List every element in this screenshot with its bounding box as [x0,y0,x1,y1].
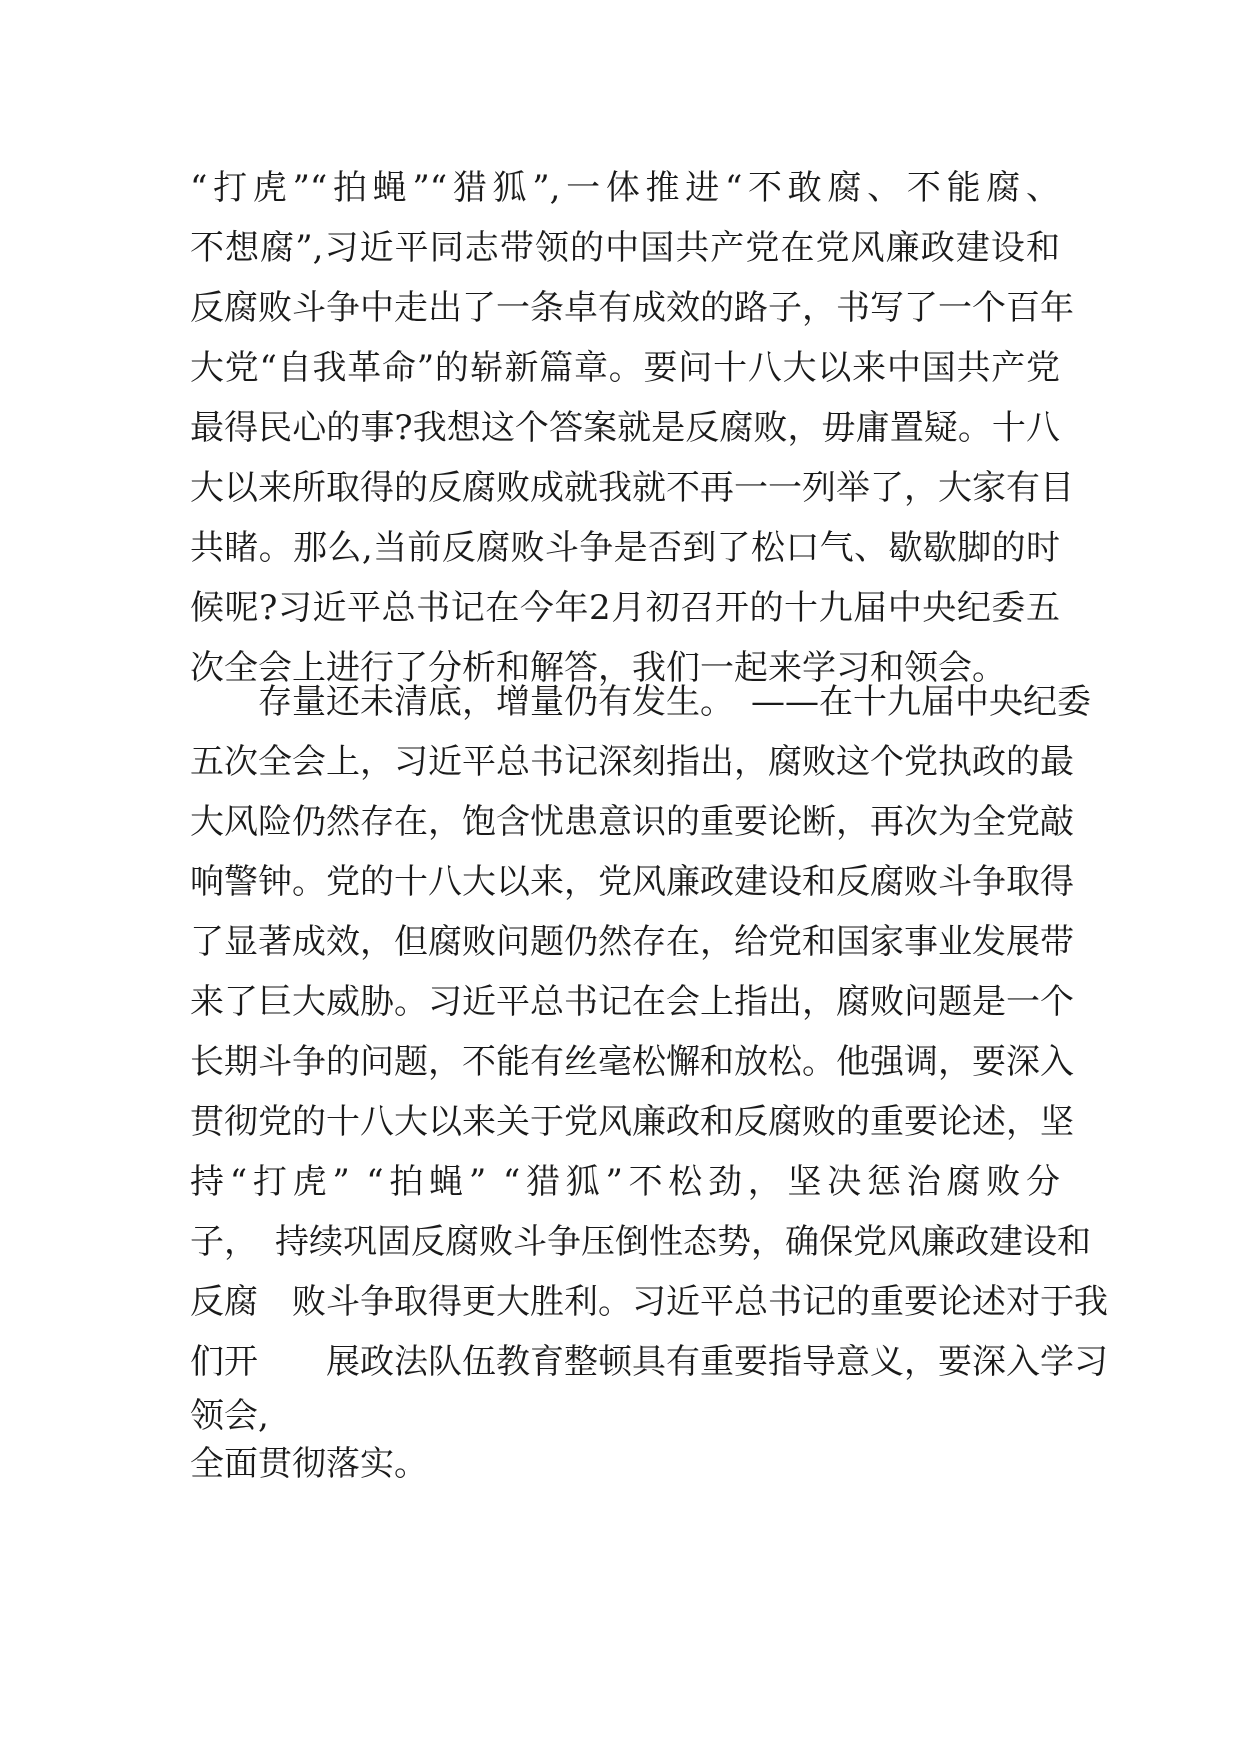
paragraph-1-line-1: “打虎”“拍蝇”“猎狐”,一体推进“不敢腐、不能腐、 [190,168,1060,208]
paragraph-2-line-6: 来了巨大威胁。习近平总书记在会上指出，腐败问题是一个 [190,982,1074,1022]
paragraph-1-line-7: 共睹。那么,当前反腐败斗争是否到了松口气、歇歇脚的时 [190,528,1060,568]
paragraph-2-line-12: 们开 展政法队伍教育整顿具有重要指导意义，要深入学习 [190,1342,1108,1382]
paragraph-1-line-5: 最得民心的事?我想这个答案就是反腐败，毋庸置疑。十八 [190,408,1060,448]
paragraph-1-line-6: 大以来所取得的反腐败成就我就不再一一列举了，大家有目 [190,468,1074,508]
paragraph-2-line-10: 子， 持续巩固反腐败斗争压倒性态势，确保党风廉政建设和 [190,1222,1091,1262]
paragraph-2-line-2: 五次全会上，习近平总书记深刻指出，腐败这个党执政的最 [190,742,1074,782]
paragraph-2-line-5: 了显著成效，但腐败问题仍然存在，给党和国家事业发展带 [190,922,1074,962]
paragraph-2-line-1: 存量还未清底，增量仍有发生。 ——在十九届中央纪委 [258,682,1091,722]
paragraph-1 [190,158,1074,698]
paragraph-2-line-13: 领会, [190,1396,269,1436]
paragraph-2 [190,672,1108,1488]
paragraph-1-line-2: 不想腐”,习近平同志带领的中国共产党在党风廉政建设和 [190,228,1060,268]
paragraph-2-line-4: 响警钟。党的十八大以来，党风廉政建设和反腐败斗争取得 [190,862,1074,902]
paragraph-1-line-8: 候呢?习近平总书记在今年2月初召开的十九届中央纪委五 [190,588,1060,628]
paragraph-2-line-9: 持“打虎” “拍蝇” “猎狐”不松劲，坚决惩治腐败分 [190,1162,1060,1202]
paragraph-2-line-3: 大风险仍然存在，饱含忧患意识的重要论断，再次为全党敲 [190,802,1074,842]
paragraph-1-line-3: 反腐败斗争中走出了一条卓有成效的路子，书写了一个百年 [190,288,1074,328]
paragraph-1-line-4: 大党“自我革命”的崭新篇章。要问十八大以来中国共产党 [190,348,1060,388]
paragraph-2-line-14: 全面贯彻落实。 [190,1444,428,1484]
paragraph-2-line-11: 反腐 败斗争取得更大胜利。习近平总书记的重要论述对于我 [190,1282,1108,1322]
paragraph-2-line-7: 长期斗争的问题，不能有丝毫松懈和放松。他强调，要深入 [190,1042,1074,1082]
paragraph-2-line-8: 贯彻党的十八大以来关于党风廉政和反腐败的重要论述，坚 [190,1102,1074,1142]
paragraph-1-line-9: 次全会上进行了分析和解答，我们一起来学习和领会。 [190,648,1006,688]
